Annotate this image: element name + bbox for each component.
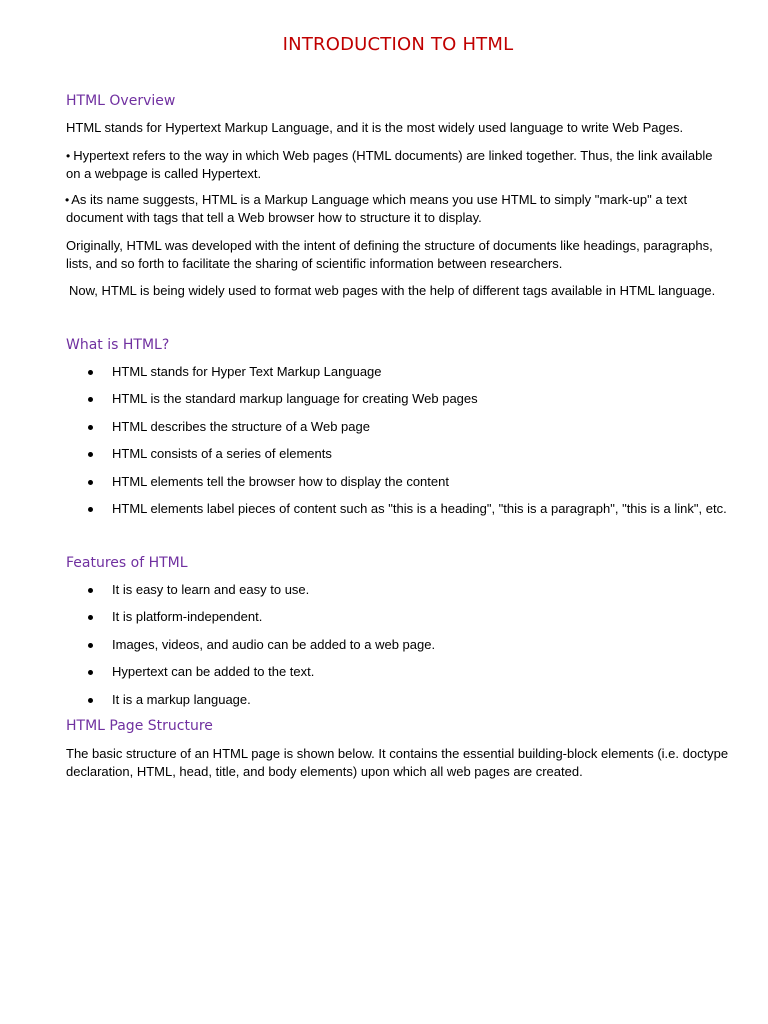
bullet-glyph: •	[66, 149, 71, 163]
structure-paragraph-1: The basic structure of an HTML page is shown below. It contains the essential building-block elements (i.e. doctype declaration, HTML, head, title, and body elements) upon which all web pages are created.	[66, 746, 729, 779]
list-item-text: HTML consists of a series of elements	[112, 446, 332, 462]
overview-paragraph-2: Originally, HTML was developed with the intent of defining the structure of documents like headings, paragraphs, lists, and so forth to facilitate the sharing of scientific information between researchers.	[66, 238, 713, 271]
bullet-icon	[88, 452, 93, 457]
list-item	[66, 445, 730, 463]
structure-heading: HTML Page Structure	[66, 718, 213, 734]
what-list	[66, 363, 730, 527]
list-item	[66, 581, 730, 599]
list-item-text: HTML stands for Hyper Text Markup Language	[112, 364, 382, 379]
list-item-text: HTML elements tell the browser how to display the content	[112, 473, 449, 489]
features-list	[66, 581, 730, 718]
overview-paragraph-3: Now, HTML is being widely used to format web pages with the help of different tags available in HTML language.	[69, 283, 716, 298]
bullet-icon	[88, 425, 93, 430]
bullet-icon	[88, 615, 93, 620]
list-item-text: It is easy to learn and easy to use.	[112, 582, 310, 597]
bullet-icon	[88, 507, 93, 512]
bullet-icon	[88, 643, 93, 648]
list-item	[66, 608, 730, 626]
bullet-icon	[88, 670, 93, 675]
list-item	[66, 363, 730, 381]
list-item	[66, 691, 730, 709]
list-item-text: HTML is the standard markup language for creating Web pages	[112, 391, 478, 407]
bullet-icon	[88, 480, 93, 485]
list-item	[66, 500, 730, 518]
overview-bullet-2	[66, 191, 730, 227]
bullet-glyph: •	[65, 193, 70, 207]
list-item-text: HTML describes the structure of a Web page	[112, 418, 370, 434]
bullet-icon	[88, 397, 93, 402]
list-item	[66, 473, 730, 491]
list-item	[66, 663, 730, 681]
overview-bullet-1-text: Hypertext refers to the way in which Web pages (HTML documents) are linked together. Thus, the link available on a webpage is called Hypertext.	[66, 148, 713, 181]
list-item	[66, 636, 730, 654]
features-heading: Features of HTML	[66, 555, 188, 571]
list-item-text: It is platform-independent.	[112, 609, 263, 625]
list-item	[66, 418, 730, 436]
what-heading: What is HTML?	[66, 337, 170, 353]
list-item-text: HTML elements label pieces of content such as "this is a heading", "this is a paragraph", "this is a link", etc.	[112, 500, 727, 516]
overview-bullet-2-text: As its name suggests, HTML is a Markup Language which means you use HTML to simply "mark-up" a text document with tags that tell a Web browser how to structure it to display.	[66, 192, 688, 225]
list-item-text: Hypertext can be added to the text.	[112, 664, 315, 680]
overview-bullet-1	[66, 147, 730, 183]
list-item	[66, 390, 730, 408]
list-item-text: Images, videos, and audio can be added to a web page.	[112, 636, 436, 652]
list-item-text: It is a markup language.	[112, 691, 251, 707]
document-title: INTRODUCTION TO HTML	[282, 34, 514, 55]
overview-heading: HTML Overview	[66, 93, 176, 109]
bullet-icon	[88, 370, 93, 375]
overview-paragraph-1: HTML stands for Hypertext Markup Language, and it is the most widely used language to write Web Pages.	[66, 120, 684, 135]
bullet-icon	[88, 698, 93, 703]
bullet-icon	[88, 588, 93, 593]
